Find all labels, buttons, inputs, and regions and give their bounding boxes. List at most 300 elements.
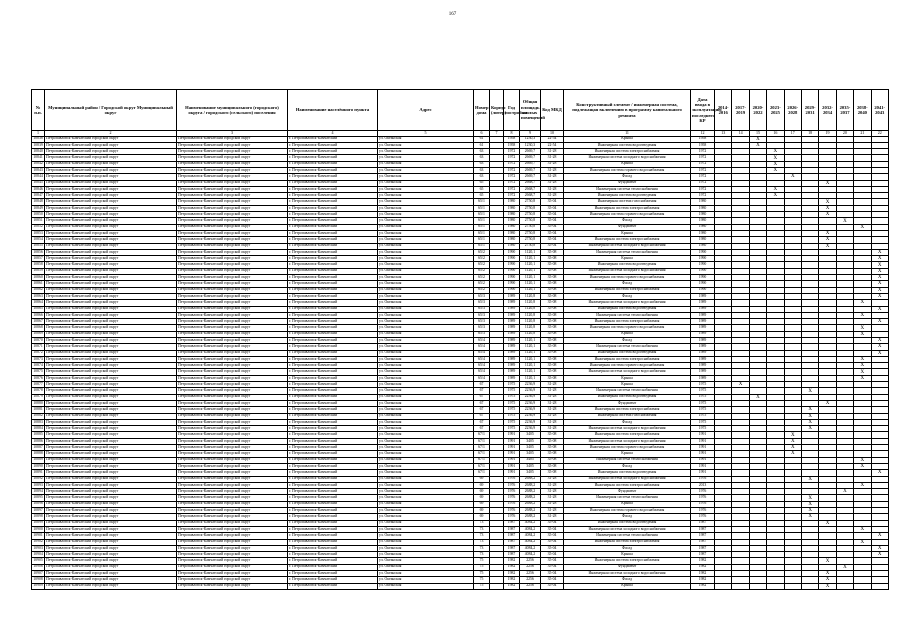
- period-mark-cell: X: [836, 218, 853, 224]
- build-year-cell: 1976: [504, 501, 520, 507]
- city-cell: г. Петропавловск-Камчатский: [288, 419, 378, 425]
- mkd-code-cell: 35-08: [541, 457, 564, 463]
- house-number-cell: 65/1: [474, 237, 490, 243]
- last-repair-date-cell: 1982: [691, 583, 715, 589]
- area-cell: 1120,1: [520, 268, 541, 274]
- city-cell: г. Петропавловск-Камчатский: [288, 564, 378, 570]
- street-cell: ул. Океанская: [378, 400, 474, 406]
- row-number: 10880: [32, 400, 45, 406]
- mkd-code-cell: 35-08: [541, 470, 564, 476]
- last-repair-date-cell: 1990: [691, 256, 715, 262]
- area-cell: 2256: [520, 583, 541, 589]
- house-number-cell: 69: [474, 489, 490, 495]
- area-cell: 1120,1: [520, 338, 541, 344]
- build-year-cell: 1990: [504, 268, 520, 274]
- street-cell: ул. Океанская: [378, 344, 474, 350]
- street-cell: ул. Океанская: [378, 382, 474, 388]
- period-mark-cell: X: [854, 375, 871, 381]
- build-year-cell: 1989: [504, 300, 520, 306]
- city-cell: г. Петропавловск-Камчатский: [288, 193, 378, 199]
- house-number-cell: 67: [474, 382, 490, 388]
- row-number: 10838: [32, 136, 45, 142]
- element-cell: Инженерная система электроснабжения: [564, 482, 691, 488]
- mkd-code-cell: 35-04: [541, 218, 564, 224]
- mkd-code-cell: 35-04: [541, 539, 564, 545]
- area-cell: 2688,2: [520, 495, 541, 501]
- row-number: 10874: [32, 363, 45, 369]
- house-number-cell: 65/1: [474, 224, 490, 230]
- city-cell: г. Петропавловск-Камчатский: [288, 552, 378, 558]
- city-cell: г. Петропавловск-Камчатский: [288, 508, 378, 514]
- okrug-cell: Петропавловск-Камчатский городской округ: [177, 508, 288, 514]
- district-cell: Петропавловск-Камчатский городской округ: [45, 212, 177, 218]
- element-cell: Крыша: [564, 331, 691, 337]
- last-repair-date-cell: 1975: [691, 413, 715, 419]
- city-cell: г. Петропавловск-Камчатский: [288, 476, 378, 482]
- district-cell: Петропавловск-Камчатский городской округ: [45, 375, 177, 381]
- build-year-cell: 1975: [504, 400, 520, 406]
- row-number: 10879: [32, 394, 45, 400]
- last-repair-date-cell: 1972: [691, 193, 715, 199]
- okrug-cell: Петропавловск-Камчатский городской округ: [177, 501, 288, 507]
- district-cell: Петропавловск-Камчатский городской округ: [45, 363, 177, 369]
- row-number: 10844: [32, 174, 45, 180]
- element-cell: Инженерная система теплоснабжения: [564, 312, 691, 318]
- row-number: 10884: [32, 426, 45, 432]
- build-year-cell: 1989: [504, 356, 520, 362]
- street-cell: ул. Океанская: [378, 281, 474, 287]
- mkd-code-cell: 35-04: [541, 564, 564, 570]
- row-number: 10855: [32, 243, 45, 249]
- district-cell: Петропавловск-Камчатский городской округ: [45, 142, 177, 148]
- mkd-code-cell: 35-08: [541, 312, 564, 318]
- period-mark-cell: X: [784, 445, 801, 451]
- build-year-cell: 1990: [504, 249, 520, 255]
- city-cell: г. Петропавловск-Камчатский: [288, 445, 378, 451]
- area-cell: 2688,2: [520, 476, 541, 482]
- last-repair-date-cell: 1990: [691, 249, 715, 255]
- period-mark-cell: X: [749, 394, 766, 400]
- mkd-code-cell: 35-08: [541, 249, 564, 255]
- build-year-cell: 1989: [504, 319, 520, 325]
- col-header-period: 2017-2019: [732, 90, 749, 131]
- last-repair-date-cell: 1982: [691, 558, 715, 564]
- area-cell: 2236,9: [520, 419, 541, 425]
- mkd-code-cell: 35-08: [541, 262, 564, 268]
- period-mark-cell: [784, 583, 801, 589]
- row-number: 10862: [32, 287, 45, 293]
- area-cell: 4084,2: [520, 539, 541, 545]
- city-cell: г. Петропавловск-Камчатский: [288, 161, 378, 167]
- district-cell: Петропавловск-Камчатский городской округ: [45, 482, 177, 488]
- element-cell: Инженерная система холодного водоснабжения: [564, 268, 691, 274]
- district-cell: Петропавловск-Камчатский городской округ: [45, 319, 177, 325]
- area-cell: 4084,2: [520, 526, 541, 532]
- build-year-cell: 1989: [504, 350, 520, 356]
- build-year-cell: 1980: [504, 224, 520, 230]
- period-mark-cell: X: [854, 224, 871, 230]
- col-header: Номер дома: [474, 90, 490, 131]
- col-header: Код МКД: [541, 90, 564, 131]
- period-mark-cell: [732, 583, 749, 589]
- build-year-cell: 1989: [504, 344, 520, 350]
- element-cell: Фасад: [564, 463, 691, 469]
- house-number-cell: 65/4: [474, 375, 490, 381]
- row-number: 10842: [32, 161, 45, 167]
- city-cell: г. Петропавловск-Камчатский: [288, 413, 378, 419]
- period-mark-cell: X: [819, 237, 836, 243]
- okrug-cell: Петропавловск-Камчатский городской округ: [177, 350, 288, 356]
- last-repair-date-cell: 1975: [691, 419, 715, 425]
- okrug-cell: Петропавловск-Камчатский городской округ: [177, 539, 288, 545]
- period-mark-cell: X: [854, 457, 871, 463]
- last-repair-date-cell: 1989: [691, 375, 715, 381]
- street-cell: ул. Океанская: [378, 552, 474, 558]
- city-cell: г. Петропавловск-Камчатский: [288, 212, 378, 218]
- row-number: 10861: [32, 281, 45, 287]
- col-header-period: 2035-2037: [836, 90, 853, 131]
- period-mark-cell: X: [871, 293, 888, 299]
- period-mark-cell: X: [871, 262, 888, 268]
- period-mark-cell: X: [871, 249, 888, 255]
- column-index: 12: [691, 131, 715, 137]
- city-cell: г. Петропавловск-Камчатский: [288, 482, 378, 488]
- okrug-cell: Петропавловск-Камчатский городской округ: [177, 230, 288, 236]
- element-cell: Крыша: [564, 256, 691, 262]
- house-number-cell: 75: [474, 577, 490, 583]
- street-cell: ул. Океанская: [378, 526, 474, 532]
- element-cell: Инженерная система горячего водоснабжения: [564, 275, 691, 281]
- row-number: 10883: [32, 419, 45, 425]
- house-number-cell: 65/1: [474, 230, 490, 236]
- last-repair-date-cell: 1980: [691, 230, 715, 236]
- header-row: [32, 90, 889, 131]
- district-cell: Петропавловск-Камчатский городской округ: [45, 426, 177, 432]
- city-cell: г. Петропавловск-Камчатский: [288, 577, 378, 583]
- street-cell: ул. Океанская: [378, 539, 474, 545]
- city-cell: г. Петропавловск-Камчатский: [288, 287, 378, 293]
- okrug-cell: Петропавловск-Камчатский городской округ: [177, 463, 288, 469]
- okrug-cell: Петропавловск-Камчатский городской округ: [177, 426, 288, 432]
- district-cell: Петропавловск-Камчатский городской округ: [45, 180, 177, 186]
- period-mark-cell: X: [819, 199, 836, 205]
- period-mark-cell: X: [854, 312, 871, 318]
- mkd-code-cell: 35-08: [541, 445, 564, 451]
- area-cell: 2688,2: [520, 501, 541, 507]
- area-cell: 2669,7: [520, 167, 541, 173]
- area-cell: 1120,1: [520, 287, 541, 293]
- last-repair-date-cell: 1990: [691, 262, 715, 268]
- district-cell: Петропавловск-Камчатский городской округ: [45, 281, 177, 287]
- okrug-cell: Петропавловск-Камчатский городской округ: [177, 451, 288, 457]
- area-cell: 1120,8: [520, 293, 541, 299]
- element-cell: Фундамент: [564, 400, 691, 406]
- area-cell: 2750,8: [520, 230, 541, 236]
- house-number-cell: 65: [474, 186, 490, 192]
- house-number-cell: 65/3: [474, 300, 490, 306]
- area-cell: 2236,9: [520, 382, 541, 388]
- row-number: 10907: [32, 570, 45, 576]
- area-cell: 3405: [520, 463, 541, 469]
- house-number-cell: 65/1: [474, 218, 490, 224]
- build-year-cell: 1972: [504, 161, 520, 167]
- street-cell: ул. Океанская: [378, 136, 474, 142]
- column-index: 17: [784, 131, 801, 137]
- city-cell: г. Петропавловск-Камчатский: [288, 463, 378, 469]
- row-number: 10858: [32, 262, 45, 268]
- element-cell: Фасад: [564, 338, 691, 344]
- street-cell: ул. Океанская: [378, 419, 474, 425]
- district-cell: Петропавловск-Камчатский городской округ: [45, 325, 177, 331]
- street-cell: ул. Океанская: [378, 558, 474, 564]
- last-repair-date-cell: 1976: [691, 489, 715, 495]
- street-cell: ул. Океанская: [378, 224, 474, 230]
- period-mark-cell: X: [801, 407, 818, 413]
- house-number-cell: 73: [474, 552, 490, 558]
- okrug-cell: Петропавловск-Камчатский городской округ: [177, 174, 288, 180]
- period-mark-cell: X: [871, 533, 888, 539]
- street-cell: ул. Океанская: [378, 249, 474, 255]
- period-mark-cell: [854, 583, 871, 589]
- build-year-cell: 1991: [504, 438, 520, 444]
- area-cell: 1120,1: [520, 262, 541, 268]
- build-year-cell: 1972: [504, 174, 520, 180]
- district-cell: Петропавловск-Камчатский городской округ: [45, 167, 177, 173]
- house-number-cell: 65/2: [474, 281, 490, 287]
- element-cell: Инженерная система электроснабжения: [564, 432, 691, 438]
- area-cell: 2256: [520, 564, 541, 570]
- last-repair-date-cell: 1987: [691, 533, 715, 539]
- row-number: 10889: [32, 457, 45, 463]
- area-cell: 2256: [520, 570, 541, 576]
- area-cell: 3405: [520, 470, 541, 476]
- mkd-code-cell: 35-08: [541, 300, 564, 306]
- district-cell: Петропавловск-Камчатский городской округ: [45, 174, 177, 180]
- city-cell: г. Петропавловск-Камчатский: [288, 331, 378, 337]
- last-repair-date-cell: 1972: [691, 161, 715, 167]
- district-cell: Петропавловск-Камчатский городской округ: [45, 451, 177, 457]
- period-mark-cell: X: [801, 508, 818, 514]
- street-cell: ул. Океанская: [378, 338, 474, 344]
- build-year-cell: 1987: [504, 533, 520, 539]
- element-cell: Инженерная система холодного водоснабжения: [564, 570, 691, 576]
- element-cell: Инженерная система теплоснабжения: [564, 533, 691, 539]
- okrug-cell: Петропавловск-Камчатский городской округ: [177, 136, 288, 142]
- city-cell: г. Петропавловск-Камчатский: [288, 319, 378, 325]
- row-number: 10859: [32, 268, 45, 274]
- last-repair-date-cell: 1975: [691, 407, 715, 413]
- row-number: 10853: [32, 230, 45, 236]
- district-cell: Петропавловск-Камчатский городской округ: [45, 445, 177, 451]
- last-repair-date-cell: 1972: [691, 186, 715, 192]
- district-cell: Петропавловск-Камчатский городской округ: [45, 438, 177, 444]
- last-repair-date-cell: 1989: [691, 293, 715, 299]
- okrug-cell: Петропавловск-Камчатский городской округ: [177, 155, 288, 161]
- okrug-cell: Петропавловск-Камчатский городской округ: [177, 419, 288, 425]
- city-cell: г. Петропавловск-Камчатский: [288, 501, 378, 507]
- house-number-cell: 65/1: [474, 243, 490, 249]
- element-cell: Инженерная система электроснабжения: [564, 149, 691, 155]
- street-cell: ул. Океанская: [378, 237, 474, 243]
- row-number: 10849: [32, 205, 45, 211]
- area-cell: 2669,7: [520, 161, 541, 167]
- okrug-cell: Петропавловск-Камчатский городской округ: [177, 583, 288, 589]
- okrug-cell: Петропавловск-Камчатский городской округ: [177, 167, 288, 173]
- area-cell: 3405: [520, 451, 541, 457]
- element-cell: Инженерная система холодного водоснабжения: [564, 438, 691, 444]
- element-cell: Инженерная система водоотведения: [564, 262, 691, 268]
- mkd-code-cell: 35-04: [541, 583, 564, 589]
- okrug-cell: Петропавловск-Камчатский городской округ: [177, 413, 288, 419]
- okrug-cell: Петропавловск-Камчатский городской округ: [177, 400, 288, 406]
- row-number: 10887: [32, 445, 45, 451]
- period-mark-cell: X: [801, 476, 818, 482]
- build-year-cell: 1976: [504, 514, 520, 520]
- period-mark-cell: X: [871, 287, 888, 293]
- mkd-code-cell: 31-28: [541, 501, 564, 507]
- last-repair-date-cell: 1991: [691, 457, 715, 463]
- street-cell: ул. Океанская: [378, 457, 474, 463]
- row-number: 10846: [32, 186, 45, 192]
- row-number: 10848: [32, 199, 45, 205]
- col-header-period: 2020-2022: [749, 90, 766, 131]
- col-header: Корпус (литер): [490, 90, 504, 131]
- street-cell: ул. Океанская: [378, 186, 474, 192]
- element-cell: Инженерная система холодного водоснабжения: [564, 426, 691, 432]
- column-index: 13: [715, 131, 732, 137]
- element-cell: Инженерная система теплоснабжения: [564, 457, 691, 463]
- period-mark-cell: X: [819, 180, 836, 186]
- house-number-cell: 65/4: [474, 363, 490, 369]
- column-index: 19: [819, 131, 836, 137]
- district-cell: Петропавловск-Камчатский городской округ: [45, 463, 177, 469]
- city-cell: г. Петропавловск-Камчатский: [288, 426, 378, 432]
- area-cell: 2256: [520, 558, 541, 564]
- mkd-code-cell: 35-08: [541, 281, 564, 287]
- element-cell: Инженерная система водоотведения: [564, 350, 691, 356]
- street-cell: ул. Океанская: [378, 293, 474, 299]
- area-cell: 1120,1: [520, 350, 541, 356]
- element-cell: Фасад: [564, 174, 691, 180]
- street-cell: ул. Океанская: [378, 407, 474, 413]
- period-mark-cell: X: [854, 482, 871, 488]
- okrug-cell: Петропавловск-Камчатский городской округ: [177, 249, 288, 255]
- city-cell: г. Петропавловск-Камчатский: [288, 520, 378, 526]
- mkd-code-cell: 31-28: [541, 400, 564, 406]
- street-cell: ул. Океанская: [378, 149, 474, 155]
- city-cell: г. Петропавловск-Камчатский: [288, 495, 378, 501]
- district-cell: Петропавловск-Камчатский городской округ: [45, 199, 177, 205]
- period-mark-cell: X: [801, 514, 818, 520]
- street-cell: ул. Океанская: [378, 545, 474, 551]
- street-cell: ул. Океанская: [378, 426, 474, 432]
- mkd-code-cell: 35-04: [541, 545, 564, 551]
- area-cell: 3405: [520, 432, 541, 438]
- house-number-cell: 65/2: [474, 268, 490, 274]
- okrug-cell: Петропавловск-Камчатский городской округ: [177, 256, 288, 262]
- build-year-cell: 1975: [504, 419, 520, 425]
- okrug-cell: Петропавловск-Камчатский городской округ: [177, 268, 288, 274]
- street-cell: ул. Океанская: [378, 564, 474, 570]
- street-cell: ул. Океанская: [378, 300, 474, 306]
- okrug-cell: Петропавловск-Камчатский городской округ: [177, 369, 288, 375]
- house-number-cell: 65/1: [474, 212, 490, 218]
- last-repair-date-cell: 1987: [691, 539, 715, 545]
- element-cell: Инженерная система холодного водоснабжения: [564, 369, 691, 375]
- element-cell: Крыша: [564, 375, 691, 381]
- last-repair-date-cell: 1980: [691, 199, 715, 205]
- okrug-cell: Петропавловск-Камчатский городской округ: [177, 293, 288, 299]
- period-mark-cell: X: [871, 306, 888, 312]
- corpus-cell: [490, 583, 504, 589]
- mkd-code-cell: 31-28: [541, 482, 564, 488]
- district-cell: Петропавловск-Камчатский городской округ: [45, 205, 177, 211]
- street-cell: ул. Океанская: [378, 306, 474, 312]
- period-mark-cell: X: [819, 230, 836, 236]
- build-year-cell: 1975: [504, 426, 520, 432]
- district-cell: Петропавловск-Камчатский городской округ: [45, 155, 177, 161]
- period-mark-cell: X: [871, 470, 888, 476]
- column-index: 3: [177, 131, 288, 137]
- element-cell: Инженерная система теплоснабжения: [564, 344, 691, 350]
- element-cell: Крыша: [564, 451, 691, 457]
- okrug-cell: Петропавловск-Камчатский городской округ: [177, 237, 288, 243]
- build-year-cell: 1990: [504, 256, 520, 262]
- city-cell: г. Петропавловск-Камчатский: [288, 300, 378, 306]
- column-index: 1: [32, 131, 45, 137]
- house-number-cell: 63: [474, 167, 490, 173]
- last-repair-date-cell: 1990: [691, 281, 715, 287]
- city-cell: г. Петропавловск-Камчатский: [288, 470, 378, 476]
- last-repair-date-cell: 1976: [691, 495, 715, 501]
- house-number-cell: 75: [474, 564, 490, 570]
- district-cell: Петропавловск-Камчатский городской округ: [45, 256, 177, 262]
- area-cell: 2688,2: [520, 508, 541, 514]
- period-mark-cell: X: [854, 325, 871, 331]
- city-cell: г. Петропавловск-Камчатский: [288, 394, 378, 400]
- element-cell: Инженерная система холодного водоснабжения: [564, 155, 691, 161]
- area-cell: 4084,2: [520, 545, 541, 551]
- mkd-code-cell: 35-04: [541, 237, 564, 243]
- element-cell: Инженерная система водоотведения: [564, 142, 691, 148]
- mkd-code-cell: 35-04: [541, 212, 564, 218]
- last-repair-date-cell: 1975: [691, 426, 715, 432]
- okrug-cell: Петропавловск-Камчатский городской округ: [177, 545, 288, 551]
- row-number: 10864: [32, 300, 45, 306]
- district-cell: Петропавловск-Камчатский городской округ: [45, 224, 177, 230]
- house-number-cell: 65/2: [474, 275, 490, 281]
- okrug-cell: Петропавловск-Камчатский городской округ: [177, 445, 288, 451]
- last-repair-date-cell: 1991: [691, 470, 715, 476]
- street-cell: ул. Океанская: [378, 205, 474, 211]
- city-cell: г. Петропавловск-Камчатский: [288, 583, 378, 589]
- row-number: 10852: [32, 224, 45, 230]
- area-cell: 2669,7: [520, 149, 541, 155]
- house-number-cell: 63: [474, 155, 490, 161]
- city-cell: г. Петропавловск-Камчатский: [288, 526, 378, 532]
- street-cell: ул. Океанская: [378, 489, 474, 495]
- okrug-cell: Петропавловск-Камчатский городской округ: [177, 375, 288, 381]
- column-index: 5: [378, 131, 474, 137]
- house-number-cell: 69: [474, 495, 490, 501]
- okrug-cell: Петропавловск-Камчатский городской округ: [177, 570, 288, 576]
- period-mark-cell: X: [819, 520, 836, 526]
- okrug-cell: Петропавловск-Камчатский городской округ: [177, 432, 288, 438]
- element-cell: Инженерная система электроснабжения: [564, 287, 691, 293]
- district-cell: Петропавловск-Камчатский городской округ: [45, 577, 177, 583]
- period-mark-cell: X: [784, 174, 801, 180]
- row-number: 10888: [32, 451, 45, 457]
